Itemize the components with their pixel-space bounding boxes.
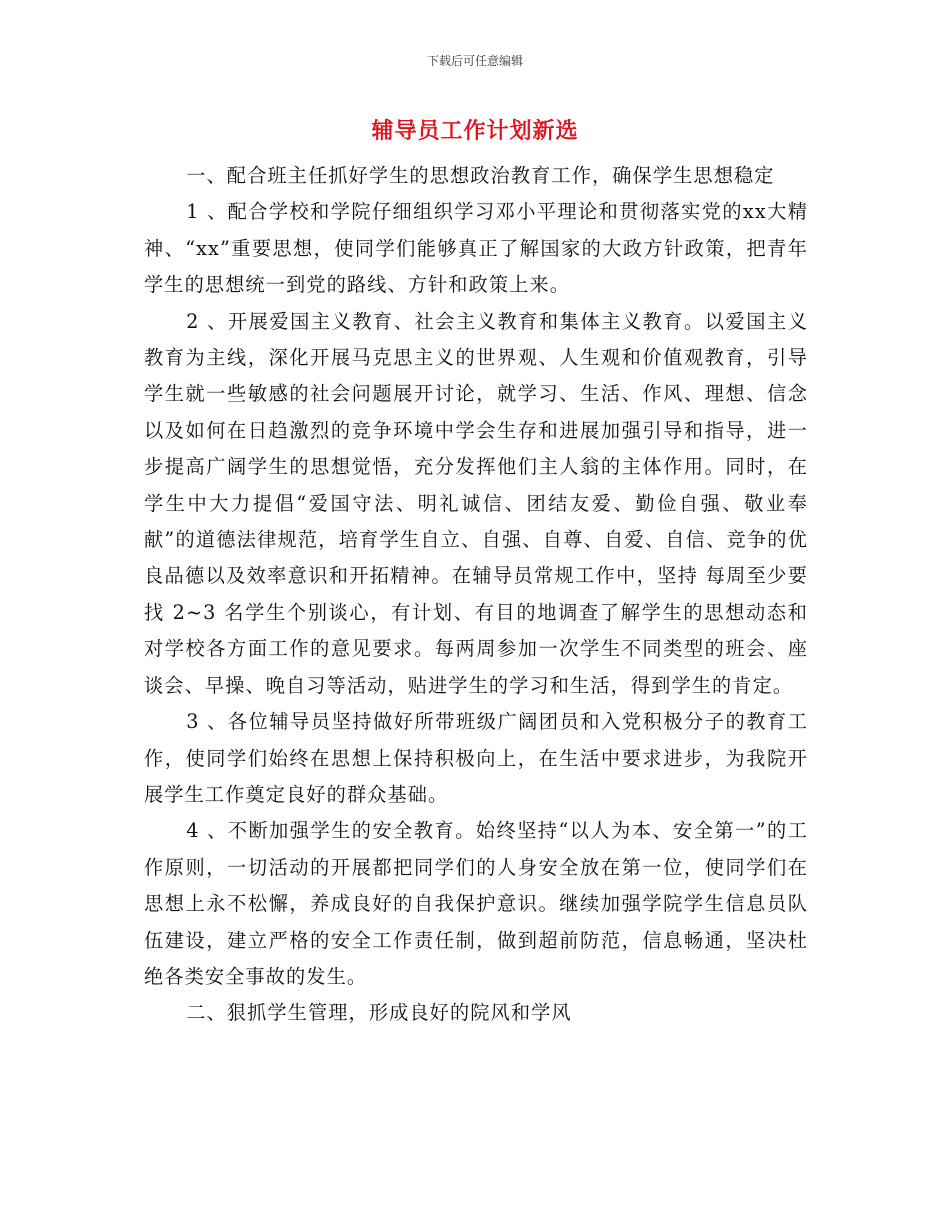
paragraph-item-3: 3 、各位辅导员坚持做好所带班级广阔团员和入党积极分子的教育工作，使同学们始终在思想上保持积极向上，在生活中要求进步，为我院开展学生工作奠定良好的群众基础。 xyxy=(144,710,808,806)
paragraph-item-1: 1 、配合学校和学院仔细组织学习邓小平理论和贯彻落实党的xx大精神、“xx”重要思想，使同学们能够真正了解国家的大政方针政策，把青年学生的思想统一到党的路线、方针和政策上来。 xyxy=(144,200,808,297)
section-heading-1: 一、配合班主任抓好学生的思想政治教育工作，确保学生思想稳定 xyxy=(186,164,775,187)
page-header: 下载后可任意编辑 xyxy=(426,54,523,68)
section-heading-2: 二、狠抓学生管理，形成良好的院风和学风 xyxy=(186,1001,572,1025)
document-body xyxy=(144,158,808,1032)
paragraph-item-4: 4 、不断加强学生的安全教育。始终坚持“以人为本、安全第一”的工作原则，一切活动的开展都把同学们的人身安全放在第一位，使同学们在思想上永不松懈，养成良好的自我保护意识。继续加强学院学生信息员队伍建设，建立严格的安全工作责任制，做到超前防范，信息畅通，坚决杜绝各类安全事故的发生。 xyxy=(144,819,808,988)
paragraph-item-2: 2 、开展爱国主义教育、社会主义教育和集体主义教育。以爱国主义教育为主线，深化开展马克思主义的世界观、人生观和价值观教育，引导学生就一些敏感的社会问题展开讨论，就学习、生活、作风、理想、信念以及如何在日趋激烈的竞争环境中学会生存和进展加强引导和指导，进一步提高广阔学生的思想觉悟，充分发挥他们主人翁的主体作用。同时，在学生中大力提倡“爱国守法、明礼诚信、团结友爱、勤俭自强、敬业奉献”的道德法律规范，培育学生自立、自强、自尊、自爱、自信、竞争的优良品德以及效率意识和开拓精神。在辅导员常规工作中，坚持 每周至少要找 2~3 名学生个别谈心，有计划、有目的地调查了解学生的思想动态和对学校各方面工作的意见要求。每两周参加一次学生不同类型的班会、座谈会、早操、晚自习等活动，贴进学生的学习和生活，得到学生的肯定。 xyxy=(144,309,808,697)
document-title: 辅导员工作计划新选 xyxy=(371,119,579,144)
